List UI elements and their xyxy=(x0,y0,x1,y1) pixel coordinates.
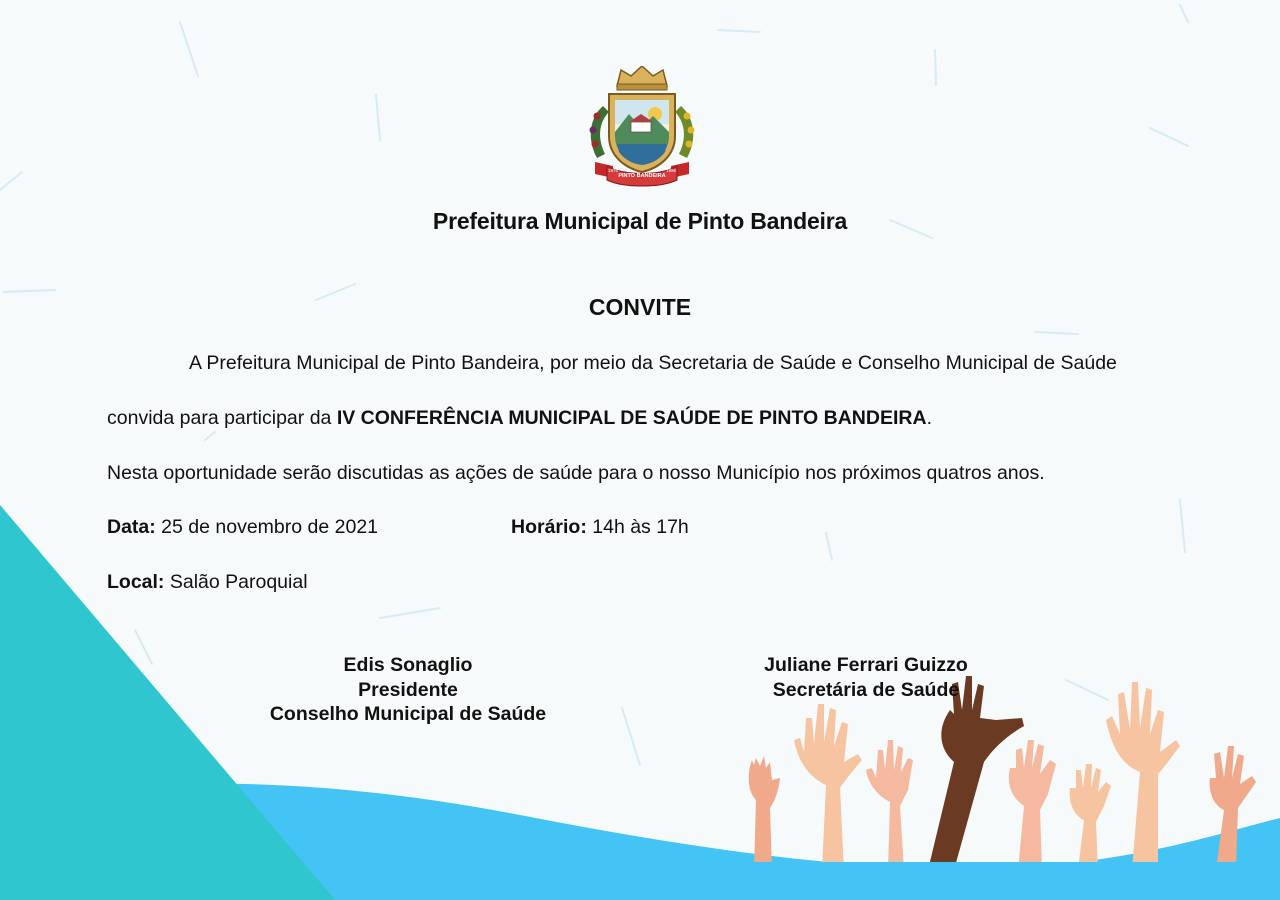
place-value: Salão Paroquial xyxy=(164,571,308,593)
place-line xyxy=(107,571,308,594)
signature-right-name: Juliane Ferrari Guizzo xyxy=(764,654,968,676)
coat-of-arms-icon xyxy=(583,66,701,190)
crest-ribbon-text: PINTO BANDEIRA xyxy=(618,173,666,179)
crest-year-right: 1996 xyxy=(665,168,677,173)
event-name: IV CONFERÊNCIA MUNICIPAL DE SAÚDE DE PINTO BANDEIRA xyxy=(336,407,927,429)
signature-left xyxy=(258,653,558,727)
time-line xyxy=(511,516,689,539)
date-value: 25 de novembro de 2021 xyxy=(155,516,379,538)
paragraph-line-3: Nesta oportunidade serão discutidas as ações de saúde para o nosso Município nos próximos quatros anos. xyxy=(107,462,1045,484)
date-line xyxy=(107,516,378,539)
paragraph-line-2-suffix: . xyxy=(926,407,932,429)
paragraph-line-2 xyxy=(107,407,932,430)
paragraph-line-1: A Prefeitura Municipal de Pinto Bandeira, por meio da Secretaria de Saúde e Conselho Municipal de Saúde xyxy=(189,352,1117,374)
document-title: CONVITE xyxy=(588,294,692,320)
time-value: 14h às 17h xyxy=(586,516,689,538)
signature-left-role: Presidente xyxy=(358,678,458,701)
organization-title: Prefeitura Municipal de Pinto Bandeira xyxy=(432,208,848,234)
paragraph-line-2-prefix: convida para participar da xyxy=(107,407,337,429)
place-label: Local: xyxy=(107,571,165,593)
crest-year-left: 1876 xyxy=(607,168,619,173)
signature-left-name: Edis Sonaglio xyxy=(343,654,473,676)
signature-left-org: Conselho Municipal de Saúde xyxy=(269,703,547,725)
date-label: Data: xyxy=(107,516,156,538)
signature-right xyxy=(716,653,1016,702)
signature-right-role: Secretária de Saúde xyxy=(772,678,960,701)
time-label: Horário: xyxy=(511,516,587,538)
